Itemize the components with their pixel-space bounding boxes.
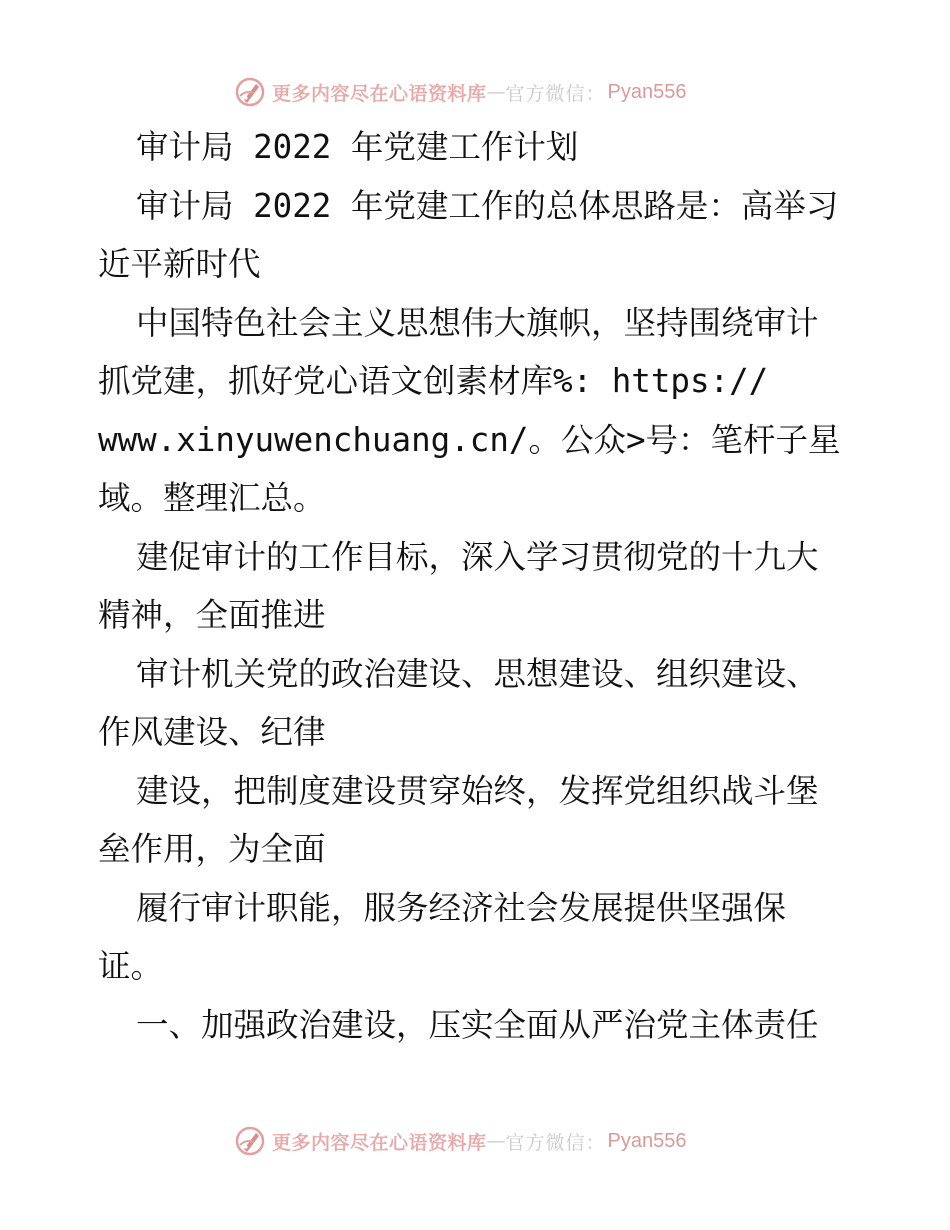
paragraph-line: 垒作用，为全面 [98, 830, 326, 868]
pen-nib-logo-icon [234, 1125, 266, 1157]
header-banner [234, 72, 687, 112]
pen-nib-logo-icon [234, 76, 266, 108]
paragraph-line: 审计局 2022 年党建工作的总体思路是：高举习 [136, 186, 839, 225]
paragraph-line: 近平新时代 [98, 245, 261, 283]
banner-wechat-id: Pyan556 [607, 80, 687, 103]
paragraph-line: 证。 [98, 947, 164, 985]
paragraph-line: 审计机关党的政治建设、思想建设、组织建设、 [136, 654, 819, 693]
banner-main-text: 更多内容尽在心语资料库 [272, 82, 487, 105]
paragraph-line: 抓党建，抓好党心语文创素材库%: https:// [98, 362, 769, 400]
paragraph-line: 建设，把制度建设贯穿始终，发挥党组织战斗堡 [136, 771, 819, 810]
banner-wechat-label: 官方微信 [505, 82, 586, 105]
banner-colon: ： [585, 82, 605, 105]
banner-wechat-id: Pyan556 [607, 1129, 687, 1152]
banner-separator: — [486, 81, 506, 103]
footer-banner [234, 1121, 687, 1161]
paragraph-line: 域。整理汇总。 [98, 479, 326, 517]
banner-colon: ： [585, 1131, 605, 1154]
paragraph-line: 精神，全面推进 [98, 596, 326, 634]
banner-wechat-label: 官方微信 [505, 1131, 586, 1154]
paragraph-line: 建促审计的工作目标，深入学习贯彻党的十九大 [136, 537, 819, 576]
banner-main-text: 更多内容尽在心语资料库 [272, 1131, 487, 1154]
section-heading: 一、加强政治建设，压实全面从严治党主体责任 [136, 1005, 819, 1044]
paragraph-line: 作风建设、纪律 [98, 713, 326, 751]
paragraph-line: 履行审计职能，服务经济社会发展提供坚强保 [136, 888, 787, 927]
paragraph-line: 中国特色社会主义思想伟大旗帜，坚持围绕审计 [136, 303, 819, 342]
banner-separator: — [486, 1130, 506, 1152]
document-body [98, 118, 858, 1054]
paragraph-line: www.xinyuwenchuang.cn/。公众>号：笔杆子星 [98, 420, 841, 459]
document-title: 审计局 2022 年党建工作计划 [136, 128, 579, 166]
